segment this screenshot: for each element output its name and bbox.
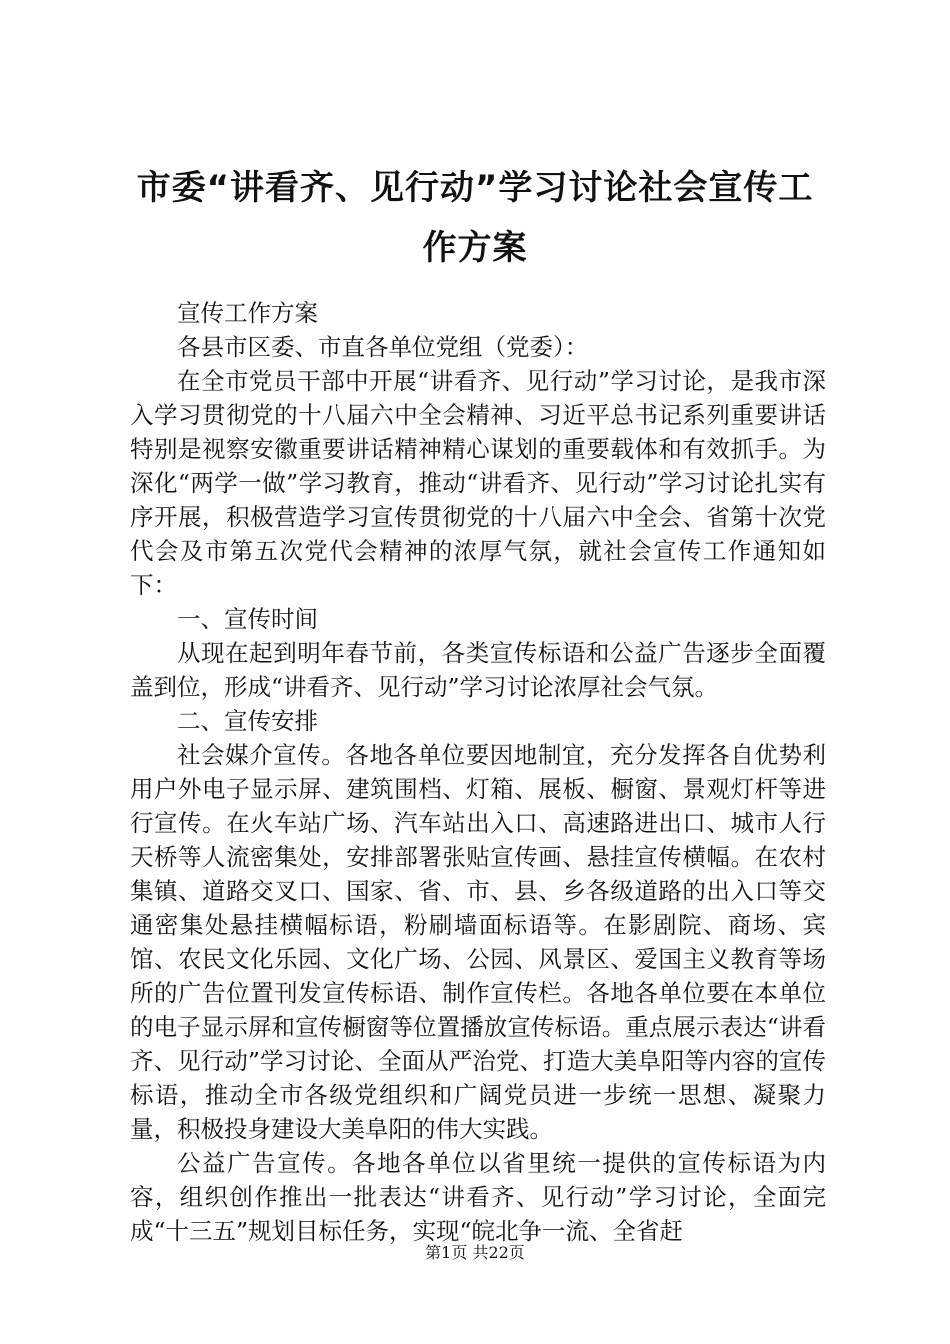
title-line-1: 市委“讲看齐、见行动”学习讨论社会宣传工 [136,168,814,208]
paragraph-time: 从现在起到明年春节前，各类宣传标语和公益广告逐步全面覆盖到位，形成“讲看齐、见行动”学习讨论浓厚社会气氛。 [130,639,826,701]
document-body [130,296,826,1248]
paragraph-salutation: 各县市区委、市直各单位党组（党委）： [177,333,589,361]
page-number-footer: 第1页 共22页 [425,1243,525,1262]
paragraph-public-ads: 公益广告宣传。各地各单位以省里统一提供的宣传标语为内容，组织创作推出一批表达“讲看齐、见行动”学习讨论，全面完成“十三五”规划目标任务，实现“皖北争一流、全省赶 [130,1149,826,1245]
title-line-2: 作方案 [422,228,528,268]
paragraph-plan-label: 宣传工作方案 [177,299,318,327]
document-title [120,158,830,278]
paragraph-social-media: 社会媒介宣传。各地各单位要因地制宜，充分发挥各自优势利用户外电子显示屏、建筑围档、灯箱、展板、橱窗、景观灯杆等进行宣传。在火车站广场、汽车站出入口、高速路进出口、城市人行天桥等人流密集处，安排部署张贴宣传画、悬挂宣传横幅。在农村集镇、道路交叉口、国家、省、市、县、乡各级道路的出入口等交通密集处悬挂横幅标语，粉刷墙面标语等。在影剧院、商场、宾馆、农民文化乐园、文化广场、公园、风景区、爱国主义教育等场所的广告位置刊发宣传标语、制作宣传栏。各地各单位要在本单位的电子显示屏和宣传橱窗等位置播放宣传标语。重点展示表达“讲看齐、见行动”学习讨论、全面从严治党、打造大美阜阳等内容的宣传标语，推动全市各级党组织和广阔党员进一步统一思想、凝聚力量，积极投身建设大美阜阳的伟大实践。 [130,741,826,1143]
section-heading-arrangement: 二、宣传安排 [177,707,318,735]
paragraph-introduction: 在全市党员干部中开展“讲看齐、见行动”学习讨论，是我市深入学习贯彻党的十八届六中全会精神、习近平总书记系列重要讲话特别是视察安徽重要讲话精神精心谋划的重要载体和有效抓手。为深化“两学一做”学习教育，推动“讲看齐、见行动”学习讨论扎实有序开展，积极营造学习宣传贯彻党的十八届六中全会、省第十次党代会及市第五次党代会精神的浓厚气氛，就社会宣传工作通知如下： [130,367,826,599]
section-heading-time: 一、宣传时间 [177,605,318,633]
